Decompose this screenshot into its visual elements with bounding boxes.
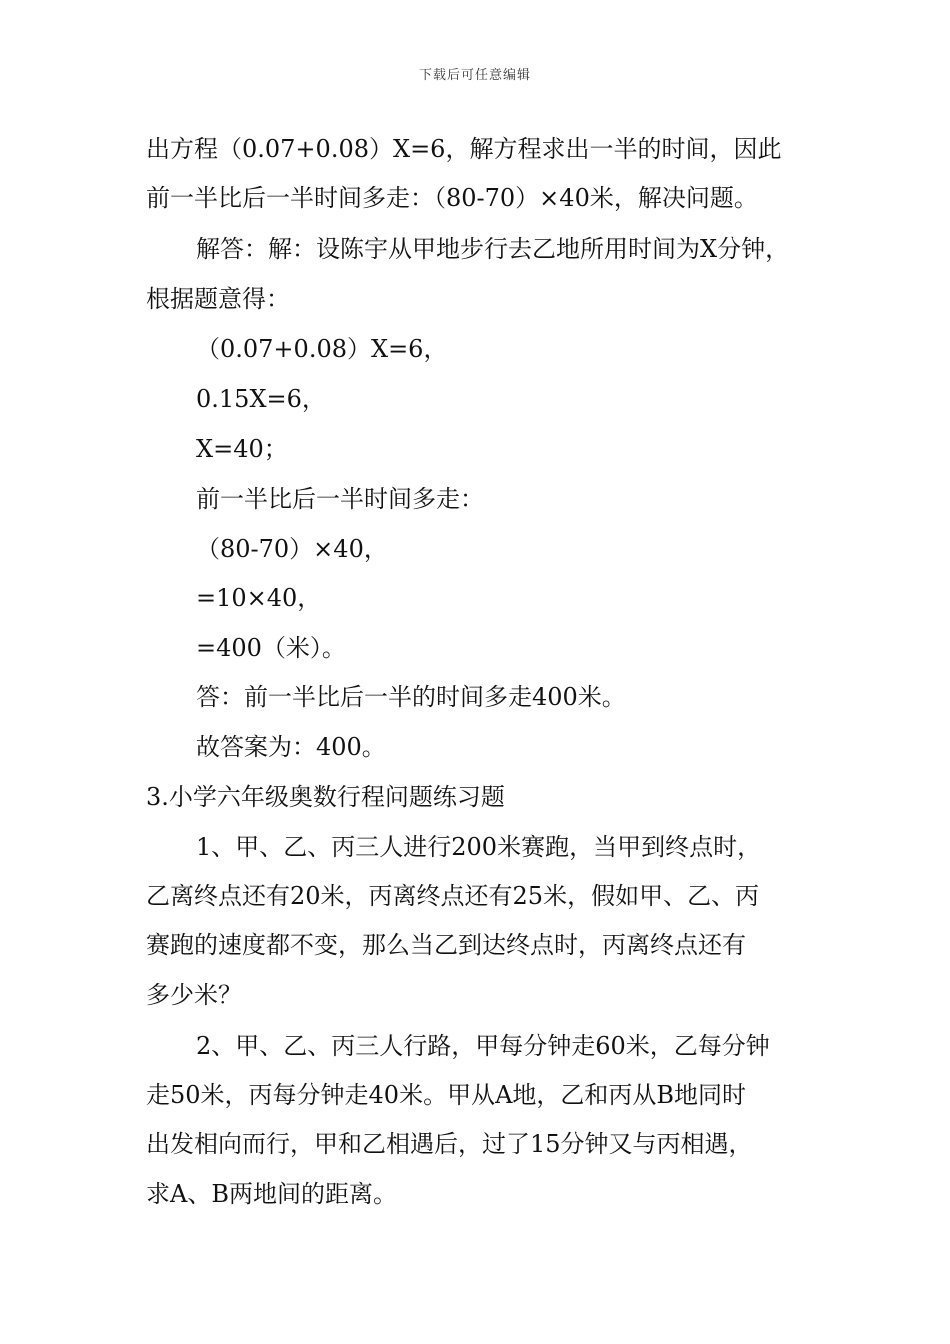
problem-line: 1、甲、乙、丙三人进行200米赛跑，当甲到终点时， [196,833,762,861]
text-line: 出方程（0.07+0.08）X=6，解方程求出一半的时间，因此 [146,135,782,163]
answer-line: 答：前一半比后一半的时间多走400米。 [196,683,626,711]
problem-line: 出发相向而行，甲和乙相遇后，过了15分钟又与丙相遇， [146,1130,753,1158]
text-line: 解答：解：设陈宇从甲地步行去乙地所用时间为X分钟， [196,235,790,263]
problem-line: 走50米，丙每分钟走40米。甲从A地，乙和丙从B地同时 [146,1081,747,1109]
answer-line: 故答案为：400。 [196,733,386,761]
equation-line: =400（米）。 [196,634,346,662]
page-header: 下载后可任意编辑 [418,68,531,83]
text-line: 前一半比后一半时间多走： [196,485,484,513]
problem-line: 赛跑的速度都不变，那么当乙到达终点时，丙离终点还有 [146,931,746,959]
section-heading: 3.小学六年级奥数行程问题练习题 [146,783,505,811]
text-line: 前一半比后一半时间多走：（80-70）×40米，解决问题。 [146,184,758,212]
problem-line: 2、甲、乙、丙三人行路，甲每分钟走60米，乙每分钟 [196,1032,770,1060]
equation-line: 0.15X=6， [196,385,326,413]
text-line: 根据题意得： [146,285,290,313]
equation-line: （80-70）×40， [196,535,388,563]
problem-line: 乙离终点还有20米，丙离终点还有25米，假如甲、乙、丙 [146,882,760,910]
problem-line: 求A、B两地间的距离。 [146,1180,397,1208]
equation-line: X=40； [196,435,288,463]
problem-line: 多少米？ [146,981,242,1009]
equation-line: （0.07+0.08）X=6， [196,335,448,363]
equation-line: =10×40， [196,584,322,612]
